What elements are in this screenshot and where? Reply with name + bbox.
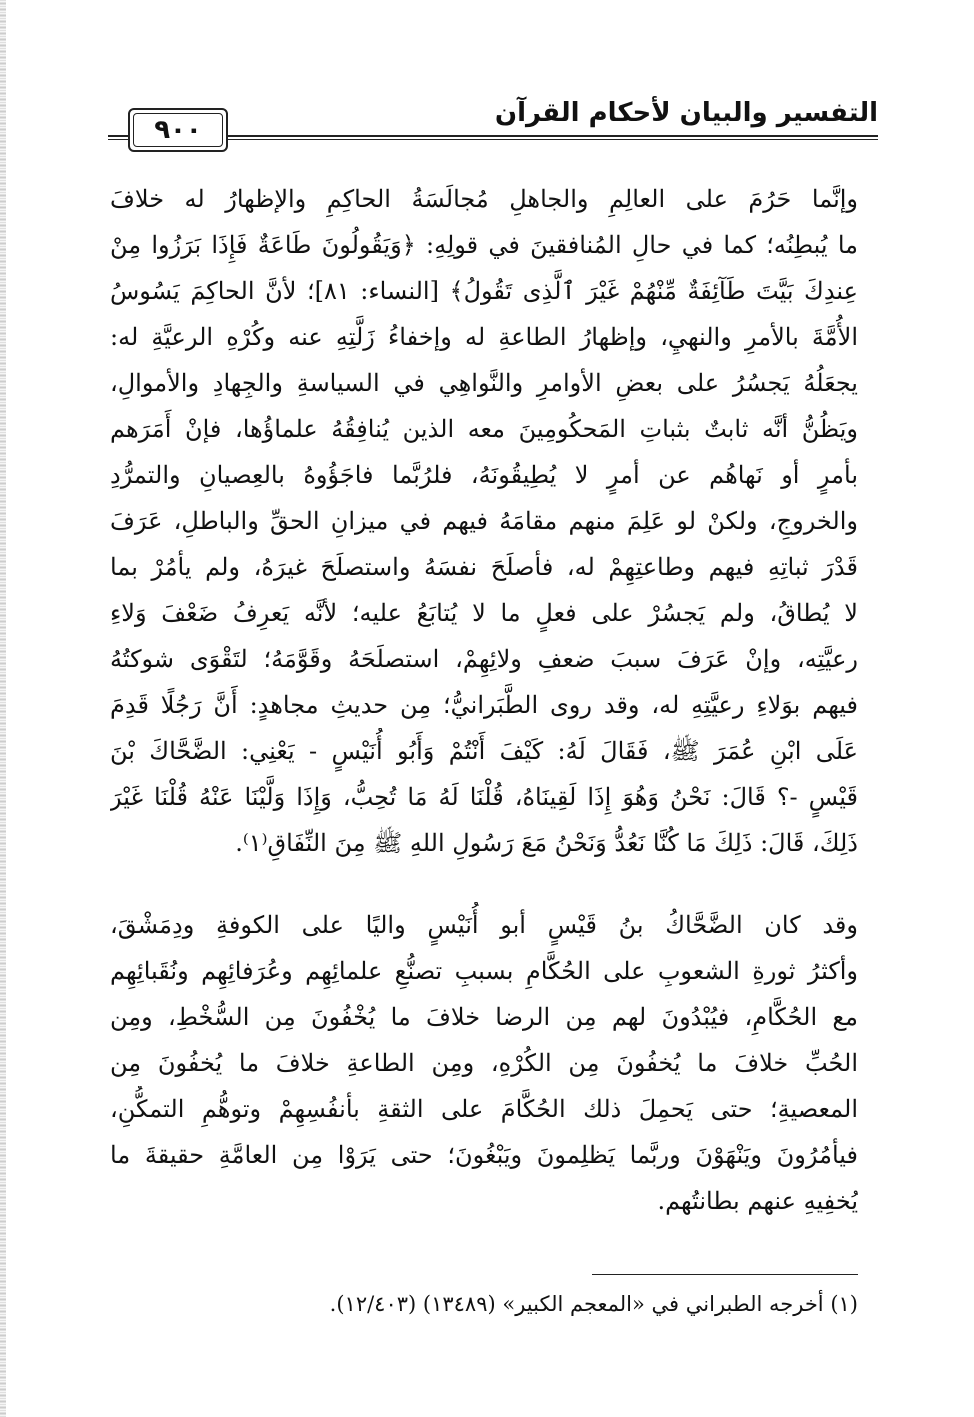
text-line: قَيْسٍ -؟ قَالَ: نَحْنُ وَهُوَ إِذَا لَقِينَاهُ، قُلْنَا لَهُ مَا تُحِبُّ، وَإِذَا وَلَّيْنَا عَنْهُ قُلْنَا غَيْرَ xyxy=(110,783,858,811)
text-line: ما يُبطِنُه؛ كما في حالِ المُنافقينَ في قولِهِ: ﴿وَيَقُولُونَ طَاعَةٌ فَإِذَا بَرَزُوا مِنْ xyxy=(110,231,858,259)
page-number-frame xyxy=(128,108,228,152)
text-line: وأكثرُ ثورةِ الشعوبِ على الحُكَّامِ بسببِ تصنُّعِ علمائِهِم وعُرَفائِهِم ونُقَبائِهِم xyxy=(110,957,858,985)
text-line: يجعَلُهُ يَجسُرُ على بعضِ الأوامرِ والنَّواهِي في السياسةِ والجِهادِ والأموالِ، xyxy=(110,369,858,397)
paragraph-2 xyxy=(110,902,858,1224)
body-text xyxy=(110,176,858,1224)
text-line: قَدْرَ ثباتِهِ فيهم وطاعتِهِمْ له، فأصلَحَ نفسَهُ واستصلَحَ غيرَهُ، ولم يأمُرْ بما xyxy=(110,553,858,581)
text-line: وقد كان الضَّحَّاكُ بنُ قَيْسٍ أبو أُنَيْسٍ واليًا على الكوفةِ ودِمَشْقَ، xyxy=(110,911,858,939)
header-title: التفسير والبيان لأحكام القرآن xyxy=(494,98,878,128)
text-line: ويَظُنُّ أنَّه ثابتٌ بثباتِ المَحكُومِينَ معه الذين يُنافِقُهُ علماؤُها، فإنْ أَمَرَهم xyxy=(110,415,858,443)
text-line: فيهم بوَلاءِ رعيَّتِهِ له، وقد روى الطَّبَرانيُّ؛ مِن حديثِ مجاهدٍ: أَنَّ رَجُلًا قَدِمَ xyxy=(110,691,858,719)
text-line: الحُبِّ خلافَ ما يُخفُونَ مِن الكُرْهِ، ومِن الطاعةِ خلافَ ما يُخفُونَ مِن xyxy=(110,1049,858,1077)
paragraph-gap xyxy=(110,866,858,902)
footnote-separator xyxy=(592,1274,858,1275)
text-line: عَلَى ابْنِ عُمَرَ ﷺ، فَقَالَ لَهُ: كَيْفَ أَنْتُمْ وَأَبُو أُنَيْسٍ - يَعْنِي: الضَّحَّاكَ بْنَ xyxy=(110,737,858,765)
text-line: لا يُطاقُ، ولم يَجسُرْ على فعلٍ ما لا يُتابَعُ عليه؛ لأنَّه يَعرِفُ ضَعْفَ وَلاءِ xyxy=(110,599,858,627)
footnote: (١) أخرجه الطبراني في «المعجم الكبير» (١٣٤٨٩) (١٢/٤٠٣). xyxy=(329,1292,858,1316)
text-line: بأمرٍ أو نَهاهُم عن أمرٍ لا يُطِيقُونَهُ، فلرُبَّما فاجَؤُوهُ بالعِصيانِ والتمرُّدِ xyxy=(110,461,858,489)
text-line: رعيَّتِه، وإنْ عَرَفَ سببَ ضعفِ ولائِهِمْ، استصلَحَهُ وقَوَّمَهُ؛ لتَقْوَى شوكتُهُ xyxy=(110,645,858,673)
text-line-last: يُخفِيهِ عنهم بطانتُهم. xyxy=(657,1187,858,1215)
paragraph-1 xyxy=(110,176,858,866)
text-line: المعصيةِ؛ حتى يَحمِلَ ذلك الحُكَّامَ على الثقةِ بأنفُسِهِمْ وتوهُّمِ التمكُّنِ، xyxy=(110,1095,858,1123)
scan-edge xyxy=(0,0,6,1417)
text-line-last: ذَلِكَ، قَالَ: ذَلِكَ مَا كُنَّا نَعُدُّ وَنَحْنُ مَعَ رَسُولِ اللهِ ﷺ مِنَ النِّفَاقِ⁽١⁾. xyxy=(235,829,858,857)
page-number: ٩٠٠ xyxy=(154,115,202,145)
text-line: وإنَّما حَرُمَ على العالِمِ والجاهلِ مُجالَسَةُ الحاكِمِ والإظهارُ له خلافَ xyxy=(110,185,858,213)
text-line: مع الحُكَّامِ، فيُبْدُونَ لهم مِن الرضا خلافَ ما يُخْفُونَ مِن السُّخْطِ، ومِن xyxy=(110,1003,858,1031)
text-line: فيأمُرُونَ ويَنْهَوْنَ وربَّما يَظلِمونَ ويَبْغُونَ؛ حتى يَرَوْا مِن العامَّةِ حقيقةَ ما xyxy=(110,1141,858,1169)
text-line: عِندِكَ بَيَّتَ طَآئِفَةٌ مِّنْهُمْ غَيْرَ ٱلَّذِى تَقُولُ﴾ [النساء: ٨١]؛ لأنَّ الحاكِمَ يَسُوسُ xyxy=(110,277,858,305)
text-line: والخروجِ، ولكنْ لو عَلِمَ منهم مقامَهُ فيهم في ميزانِ الحقِّ والباطلِ، عَرَفَ xyxy=(110,507,858,535)
text-line: الأُمَّةَ بالأمرِ والنهيِ، وإظهارُ الطاعةِ له وإخفاءُ زَلَّتِهِ عنه وكُرْهِ الرعيَّةِ له: xyxy=(110,323,858,351)
running-header xyxy=(108,96,878,156)
